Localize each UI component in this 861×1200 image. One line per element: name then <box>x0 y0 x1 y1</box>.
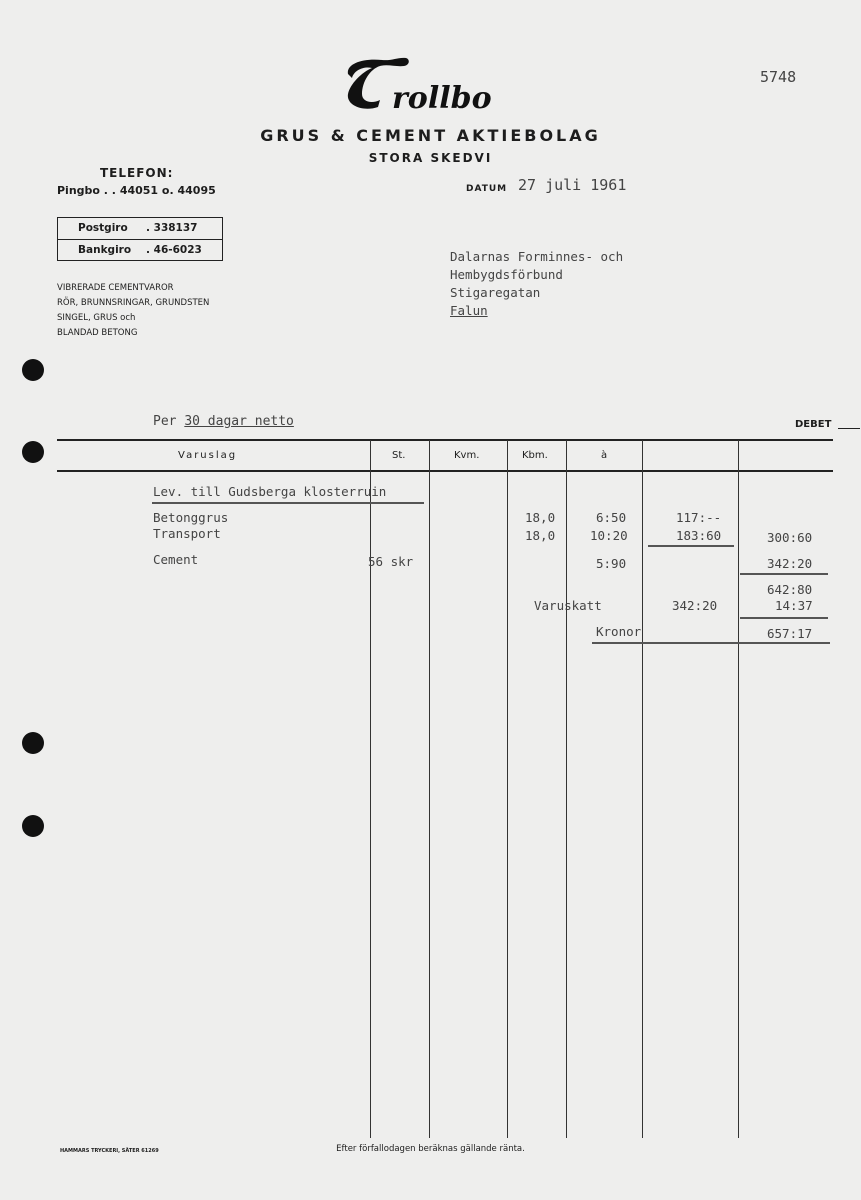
column-divider <box>642 440 643 1138</box>
debet-underline <box>740 617 828 619</box>
debet-rule <box>838 428 860 429</box>
svg-text:rollbo: rollbo <box>392 81 492 114</box>
varuskatt-amount: 14:37 <box>775 598 813 613</box>
column-header-kbm: Kbm. <box>522 450 548 461</box>
total-underline <box>592 642 830 644</box>
item-st: 56 skr <box>368 554 414 569</box>
terms-prefix: Per <box>153 414 185 429</box>
item-kbm: 18,0 <box>525 510 556 525</box>
debet-underline <box>740 573 828 575</box>
column-header-a: à <box>601 450 608 461</box>
column-divider <box>370 440 371 1138</box>
address-line: Dalarnas Forminnes- och <box>450 249 624 264</box>
sum-underline <box>648 545 734 547</box>
punch-hole <box>22 441 44 463</box>
varuskatt-label: Varuskatt <box>534 598 602 613</box>
datum-label: DATUM <box>466 184 508 194</box>
company-logo <box>340 52 520 114</box>
phone-numbers: Pingbo . . 44051 o. 44095 <box>57 184 216 197</box>
terms-days: 30 dagar netto <box>184 414 294 429</box>
postgiro-row <box>58 218 222 239</box>
debet-label: DEBET <box>795 419 832 430</box>
product-list <box>57 281 209 341</box>
footer-note: Efter förfallodagen beräknas gällande ränta. <box>336 1144 525 1154</box>
delivery-heading: Lev. till Gudsberga klosterruin <box>153 484 387 499</box>
address-line: Falun <box>450 303 488 318</box>
company-location: STORA SKEDVI <box>368 151 493 165</box>
debet-amount: 300:60 <box>767 530 813 545</box>
item-unit-price: 6:50 <box>596 510 627 525</box>
datum-value: 27 juli 1961 <box>518 176 627 194</box>
kronor-label: Kronor <box>596 624 642 639</box>
item-unit-price: 5:90 <box>596 556 627 571</box>
item-kbm: 18,0 <box>525 528 556 543</box>
item-unit-price: 10:20 <box>590 528 628 543</box>
column-divider <box>429 440 430 1138</box>
giro-box <box>57 217 223 261</box>
debet-amount: 342:20 <box>767 556 813 571</box>
punch-hole <box>22 732 44 754</box>
product-line: SINGEL, GRUS och <box>57 313 136 323</box>
document-number: 5748 <box>760 68 797 86</box>
varuskatt-base: 342:20 <box>672 598 718 613</box>
column-divider <box>738 440 739 1138</box>
payment-terms <box>153 414 294 429</box>
kronor-total: 657:17 <box>767 626 813 641</box>
table-header-rule <box>57 470 833 472</box>
item-sum: 117:-- <box>676 510 722 525</box>
recipient-address <box>450 248 623 320</box>
address-line: Stigaregatan <box>450 285 541 300</box>
bankgiro-value: . 46-6023 <box>146 244 202 256</box>
product-line: RÖR, BRUNNSRINGAR, GRUNDSTEN <box>57 298 210 308</box>
bankgiro-label: Bankgiro <box>78 244 132 256</box>
punch-hole <box>22 359 44 381</box>
column-header-varuslag: Varuslag <box>178 450 238 461</box>
printer-note: HAMMARS TRYCKERI, SÄTER 61269 <box>60 1148 159 1154</box>
column-header-kvm: Kvm. <box>454 450 480 461</box>
postgiro-value: . 338137 <box>146 222 198 234</box>
product-line: BLANDAD BETONG <box>57 328 138 338</box>
postgiro-label: Postgiro <box>78 222 128 234</box>
table-top-rule <box>57 439 833 441</box>
debet-subtotal: 642:80 <box>767 582 813 597</box>
item-name: Transport <box>153 526 221 541</box>
address-line: Hembygdsförbund <box>450 267 563 282</box>
column-header-st: St. <box>392 450 406 461</box>
item-sum: 183:60 <box>676 528 722 543</box>
column-divider <box>507 440 508 1138</box>
bankgiro-row <box>58 239 222 261</box>
heading-underline <box>152 502 424 504</box>
punch-hole <box>22 815 44 837</box>
phone-title: TELEFON: <box>100 166 174 180</box>
company-name: GRUS & CEMENT AKTIEBOLAG <box>260 126 601 145</box>
item-name: Cement <box>153 552 199 567</box>
item-name: Betonggrus <box>153 510 229 525</box>
column-divider <box>566 440 567 1138</box>
product-line: VIBRERADE CEMENTVAROR <box>57 283 174 293</box>
